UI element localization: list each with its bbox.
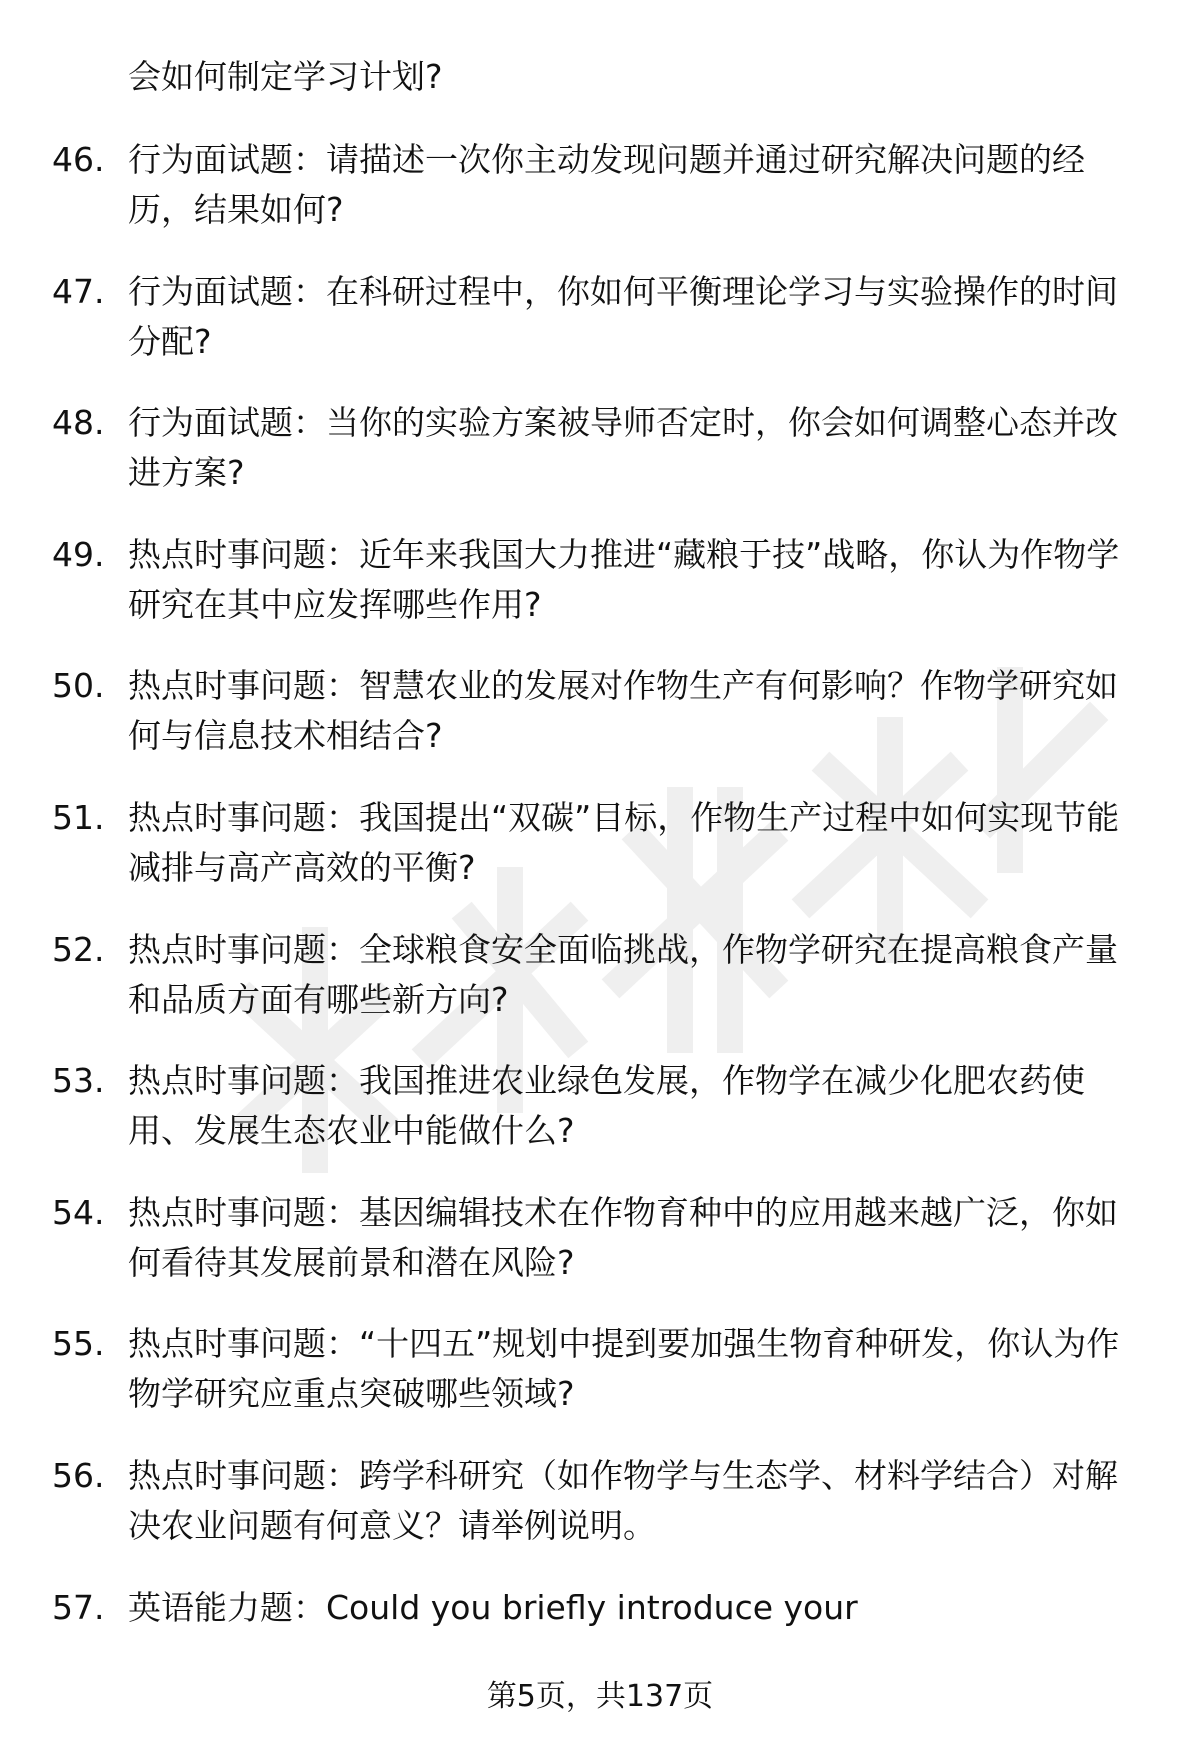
question-text: 热点时事问题：跨学科研究（如作物学与生态学、材料学结合）对解决农业问题有何意义？请举例说明。 — [128, 1455, 1118, 1545]
question-number: 49. — [52, 534, 105, 574]
page-footer: 第5页，共137页 — [486, 1679, 714, 1714]
question-item — [52, 661, 1142, 761]
question-item — [52, 267, 1142, 367]
continuation-text: 会如何制定学习计划? — [128, 57, 443, 96]
question-text: 热点时事问题：“十四五”规划中提到要加强生物育种研发，你认为作物学研究应重点突破哪些领域? — [128, 1324, 1120, 1414]
question-number: 48. — [52, 403, 105, 443]
question-number: 51. — [52, 797, 105, 837]
question-item — [52, 398, 1142, 498]
question-number: 56. — [52, 1455, 105, 1495]
question-item — [52, 1319, 1142, 1419]
question-text: 热点时事问题：我国提出“双碳”目标，作物生产过程中如何实现节能减排与高产高效的平衡? — [128, 797, 1120, 887]
question-text: 热点时事问题：我国推进农业绿色发展，作物学在减少化肥农药使用、发展生态农业中能做什么? — [128, 1061, 1085, 1151]
question-item — [52, 925, 1142, 1025]
question-item — [52, 1056, 1142, 1156]
question-list — [52, 135, 1142, 1664]
question-text: 热点时事问题：近年来我国大力推进“藏粮于技”战略，你认为作物学研究在其中应发挥哪些作用? — [128, 534, 1120, 624]
question-item — [52, 135, 1142, 235]
question-number: 57. — [52, 1587, 105, 1627]
question-text: 热点时事问题：智慧农业的发展对作物生产有何影响？作物学研究如何与信息技术相结合? — [128, 666, 1118, 756]
question-number: 50. — [52, 666, 105, 706]
question-item — [52, 1583, 1142, 1633]
question-number: 54. — [52, 1192, 105, 1232]
question-number: 46. — [52, 140, 105, 179]
question-text: 英语能力题：Could you briefly introduce your — [128, 1587, 858, 1627]
question-text: 行为面试题：请描述一次你主动发现问题并通过研究解决问题的经历，结果如何? — [128, 140, 1085, 229]
question-item — [52, 793, 1142, 893]
question-item — [52, 1451, 1142, 1551]
question-item — [52, 530, 1142, 630]
question-text: 行为面试题：当你的实验方案被导师否定时，你会如何调整心态并改进方案? — [128, 403, 1118, 493]
question-item — [52, 1188, 1142, 1288]
question-number: 53. — [52, 1061, 105, 1101]
question-text: 热点时事问题：基因编辑技术在作物育种中的应用越来越广泛，你如何看待其发展前景和潜在风险? — [128, 1192, 1118, 1282]
question-number: 55. — [52, 1324, 105, 1364]
question-number: 52. — [52, 929, 105, 969]
question-text: 行为面试题：在科研过程中，你如何平衡理论学习与实验操作的时间分配? — [128, 271, 1118, 361]
question-number: 47. — [52, 271, 105, 311]
question-text: 热点时事问题：全球粮食安全面临挑战，作物学研究在提高粮食产量和品质方面有哪些新方向? — [128, 929, 1118, 1019]
